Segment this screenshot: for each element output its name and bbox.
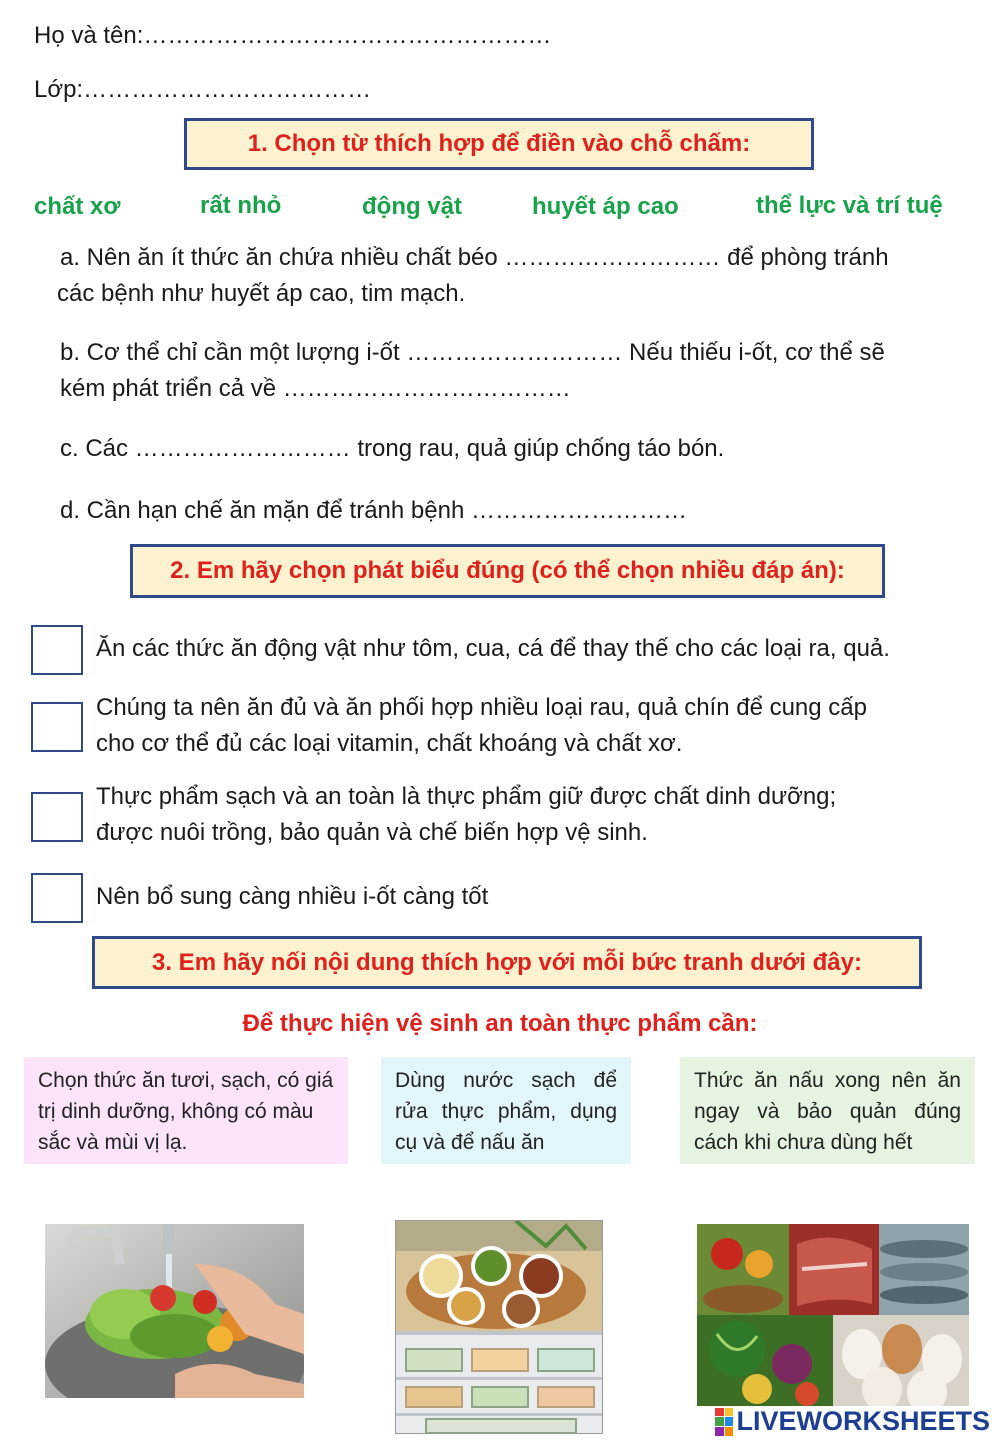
section1-heading: 1. Chọn từ thích hợp để điền vào chỗ chấm: — [184, 118, 814, 170]
match-card-fresh-food[interactable]: Chọn thức ăn tươi, sạch, có giá trị dinh dưỡng, không có màu sắc và mùi vị lạ. — [24, 1057, 348, 1164]
option4-checkbox[interactable] — [31, 873, 83, 923]
option2-checkbox[interactable] — [31, 702, 83, 752]
liveworksheets-logo — [715, 1406, 990, 1437]
class-line[interactable]: Lớp:……………………………… — [34, 76, 372, 103]
option1-text: Ăn các thức ăn động vật như tôm, cua, cá để thay thế cho các loại ra, quả. — [96, 635, 890, 662]
item-a-line1: a. Nên ăn ít thức ăn chứa nhiều chất béo ……………………… để phòng tránh — [60, 244, 889, 271]
match-card-clean-water[interactable]: Dùng nước sạch để rửa thực phẩm, dụng cụ và để nấu ăn — [381, 1057, 631, 1164]
food-fridge-illustration — [396, 1221, 603, 1434]
washing-vegetables-photo[interactable] — [45, 1224, 304, 1398]
word-bank-the-luc-tri-tue[interactable]: thể lực và trí tuệ — [756, 192, 943, 219]
item-b-line1: b. Cơ thể chỉ cần một lượng i-ốt ……………………… Nếu thiếu i-ốt, cơ thể sẽ — [60, 339, 885, 366]
option2-text-line1: Chúng ta nên ăn đủ và ăn phối hợp nhiều loại rau, quả chín để cung cấp — [96, 694, 867, 721]
item-a-line2: các bệnh như huyết áp cao, tim mạch. — [57, 280, 466, 307]
section2-heading: 2. Em hãy chọn phát biểu đúng (có thể chọn nhiều đáp án): — [130, 544, 885, 598]
liveworksheets-logo-text: LIVEWORKSHEETS — [736, 1406, 990, 1436]
cooked-food-and-fridge-photo[interactable] — [395, 1220, 603, 1434]
item-b-line2: kém phát triển cả về ……………………………… — [60, 375, 571, 402]
option4-text: Nên bổ sung càng nhiều i-ốt càng tốt — [96, 883, 489, 910]
option3-checkbox[interactable] — [31, 792, 83, 842]
section3-heading: 3. Em hãy nối nội dung thích hợp với mỗi bức tranh dưới đây: — [92, 936, 922, 989]
item-d-line: d. Cần hạn chế ăn mặn để tránh bệnh ……………………… — [60, 497, 687, 524]
word-bank-dong-vat[interactable]: động vật — [362, 193, 462, 220]
fresh-food-collage-photo[interactable] — [697, 1224, 969, 1406]
liveworksheets-logo-icon — [715, 1408, 733, 1436]
option3-text-line1: Thực phẩm sạch và an toàn là thực phẩm giữ được chất dinh dưỡng; — [96, 783, 837, 810]
option2-text-line2: cho cơ thể đủ các loại vitamin, chất khoáng và chất xơ. — [96, 730, 683, 757]
word-bank-rat-nho[interactable]: rất nhỏ — [200, 192, 282, 219]
word-bank-huyet-ap-cao[interactable]: huyết áp cao — [532, 193, 679, 220]
option1-checkbox[interactable] — [31, 625, 83, 675]
washing-vegetables-illustration — [45, 1224, 304, 1398]
food-collage-illustration — [697, 1224, 969, 1406]
item-c-line: c. Các ……………………… trong rau, quả giúp chống táo bón. — [60, 435, 725, 462]
option3-text-line2: được nuôi trồng, bảo quản và chế biến hợp vệ sinh. — [96, 819, 648, 846]
word-bank-chat-xo[interactable]: chất xơ — [34, 193, 121, 220]
match-card-eat-immediately[interactable]: Thức ăn nấu xong nên ăn ngay và bảo quản đúng cách khi chưa dùng hết — [680, 1057, 975, 1164]
name-line[interactable]: Họ và tên:…………………………………………… — [34, 22, 552, 49]
section3-subheading: Để thực hiện vệ sinh an toàn thực phẩm cần: — [242, 1010, 758, 1037]
